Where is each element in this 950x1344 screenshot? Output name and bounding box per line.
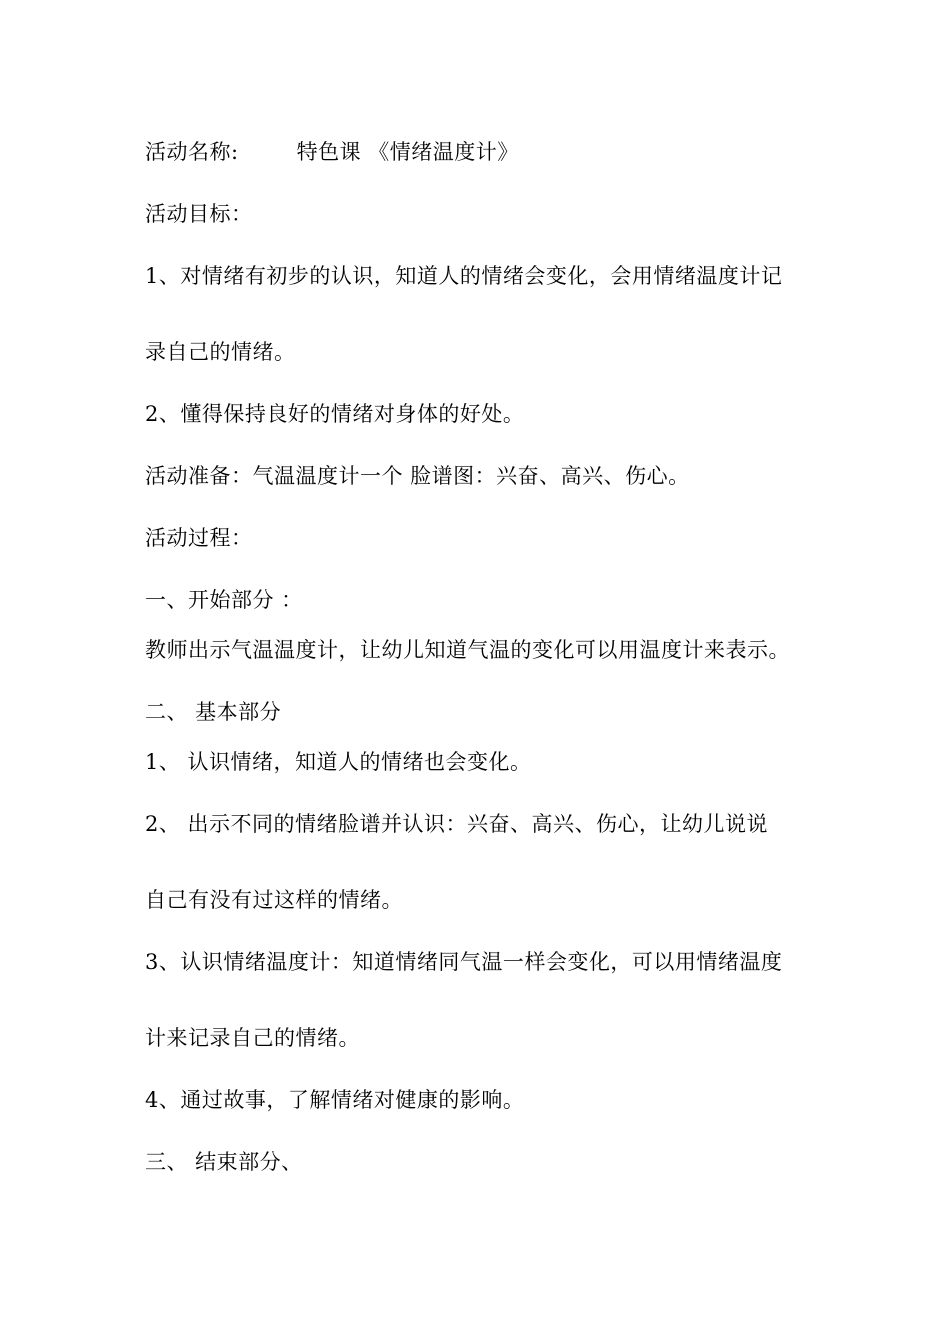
goal-1-line-b: 录自己的情绪。 [145, 340, 296, 364]
activity-name-label: 活动名称: [145, 140, 239, 164]
step-4: 4、通过故事，了解情绪对健康的影响。 [145, 1088, 525, 1112]
activity-preparation: 活动准备：气温温度计一个 脸谱图：兴奋、高兴、伤心。 [145, 464, 690, 488]
part-1-text: 教师出示气温温度计，让幼儿知道气温的变化可以用温度计来表示。 [145, 638, 790, 662]
activity-name-line [145, 138, 519, 166]
activity-goal-label: 活动目标： [145, 202, 253, 226]
goal-2: 2、懂得保持良好的情绪对身体的好处。 [145, 402, 525, 426]
step-1: 1、 认识情绪，知道人的情绪也会变化。 [145, 750, 532, 774]
goal-1-line-a: 1、对情绪有初步的认识，知道人的情绪会变化，会用情绪温度计记 [145, 264, 783, 288]
step-2-line-b: 自己有没有过这样的情绪。 [145, 888, 403, 912]
step-2-line-a: 2、 出示不同的情绪脸谱并认识：兴奋、高兴、伤心，让幼儿说说 [145, 812, 769, 836]
step-3-line-b: 计来记录自己的情绪。 [145, 1026, 360, 1050]
part-3-title: 三、 结束部分、 [145, 1150, 303, 1174]
part-1-title: 一、开始部分 ： [145, 588, 303, 612]
part-2-title: 二、 基本部分 [145, 700, 282, 724]
activity-name-value: 特色课 《情绪温度计》 [296, 140, 519, 164]
step-3-line-a: 3、认识情绪温度计：知道情绪同气温一样会变化，可以用情绪温度 [145, 950, 783, 974]
activity-process-label: 活动过程： [145, 526, 253, 550]
